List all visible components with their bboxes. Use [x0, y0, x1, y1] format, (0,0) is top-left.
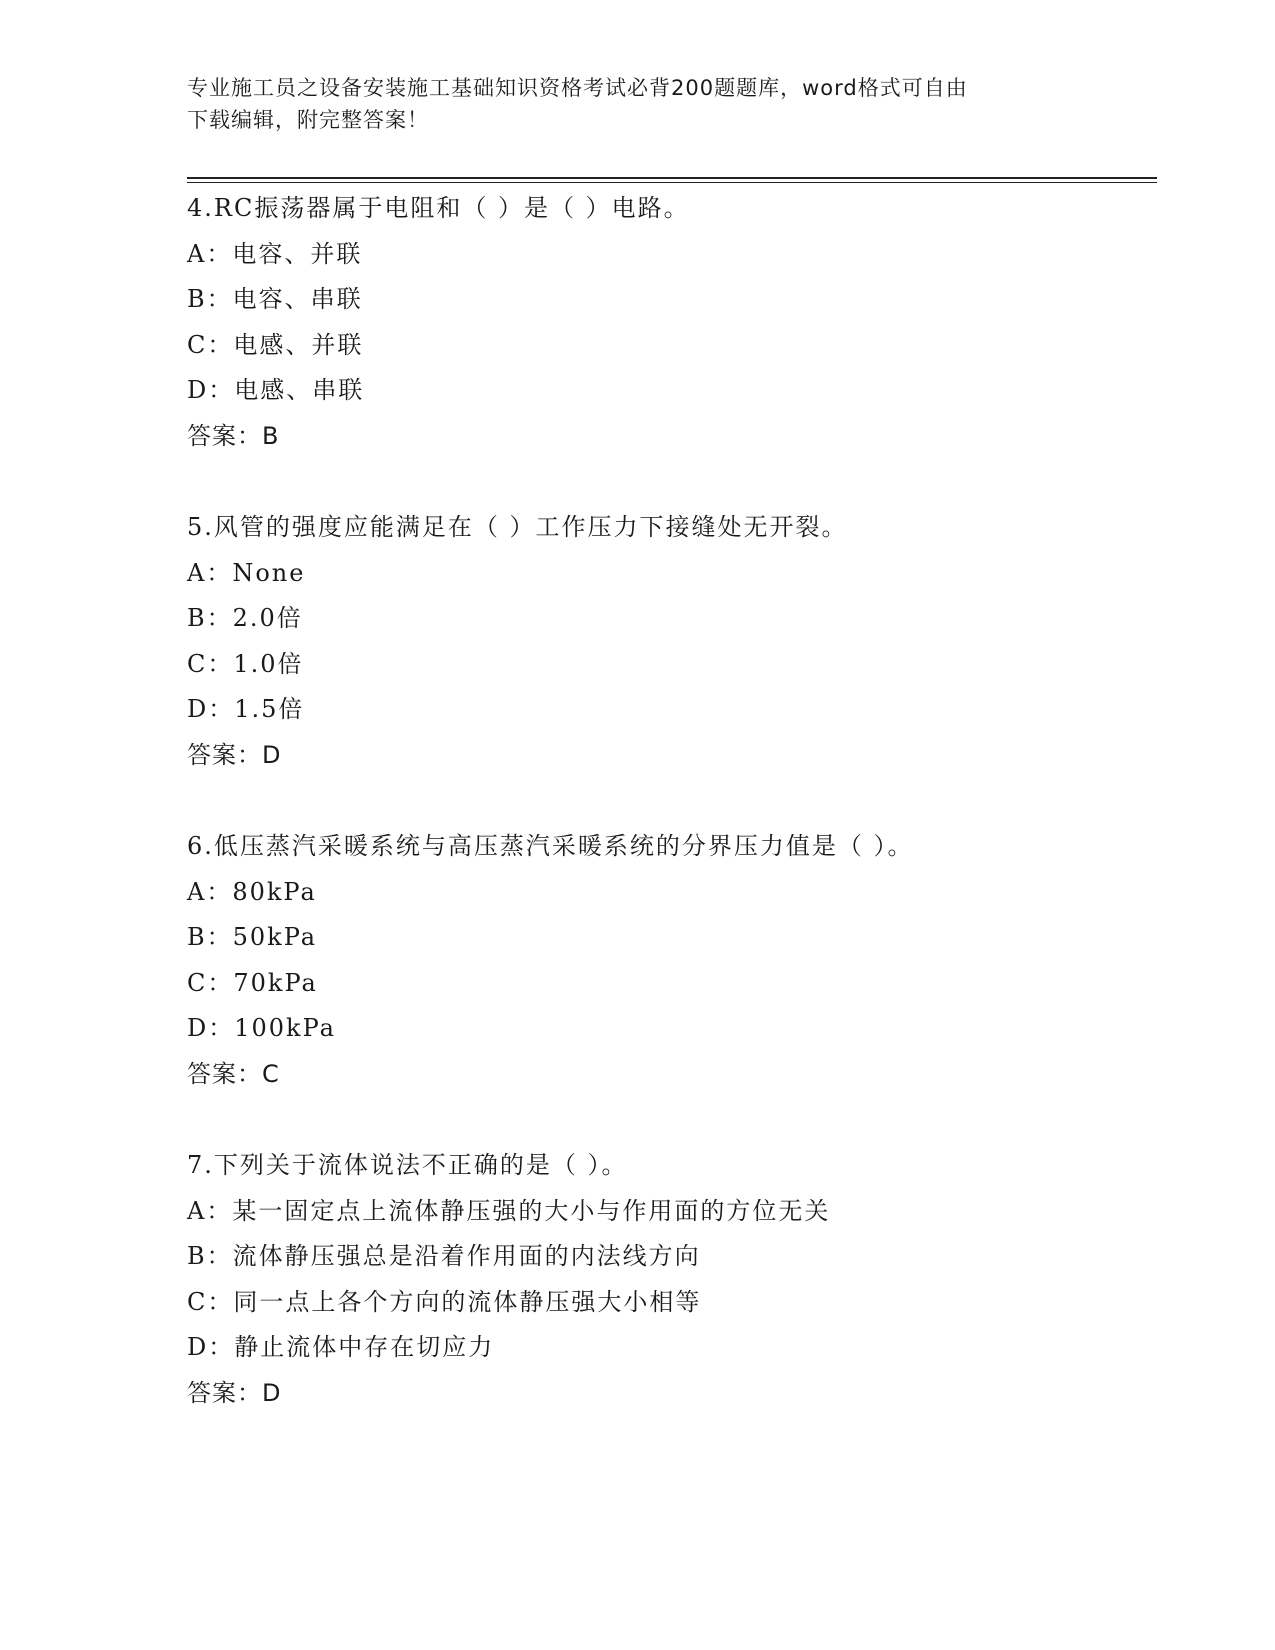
answer: 答案：B	[187, 421, 280, 450]
header-divider	[187, 177, 1157, 179]
option-d: D：100kPa	[187, 1014, 336, 1042]
answer: 答案：D	[187, 740, 282, 769]
option-c: C：电感、并联	[187, 330, 364, 359]
header-line-2: 下载编辑，附完整答案！	[187, 108, 429, 132]
option-c: C：1.0倍	[187, 649, 304, 678]
header-divider-thin	[187, 182, 1157, 183]
question-5	[187, 505, 1187, 778]
option-a: A：80kPa	[187, 877, 317, 906]
option-c: C：同一点上各个方向的流体静压强大小相等	[187, 1287, 702, 1316]
question-title: 6.低压蒸汽采暖系统与高压蒸汽采暖系统的分界压力值是（ ）。	[187, 832, 914, 860]
question-4	[187, 186, 1187, 459]
option-b: B：50kPa	[187, 923, 318, 951]
option-a: A：某一固定点上流体静压强的大小与作用面的方位无关	[187, 1196, 831, 1225]
option-d: D：电感、串联	[187, 376, 365, 404]
question-7	[187, 1143, 1187, 1416]
question-6	[187, 824, 1187, 1097]
answer: 答案：C	[187, 1059, 280, 1088]
option-c: C：70kPa	[187, 968, 318, 997]
option-a: A：None	[187, 558, 306, 587]
option-b: B：2.0倍	[187, 604, 303, 632]
question-title: 5.风管的强度应能满足在（ ）工作压力下接缝处无开裂。	[187, 513, 848, 541]
answer: 答案：D	[187, 1378, 282, 1407]
option-b: B：流体静压强总是沿着作用面的内法线方向	[187, 1242, 701, 1270]
question-title: 7.下列关于流体说法不正确的是（ ）。	[187, 1151, 628, 1179]
option-a: A：电容、并联	[187, 239, 363, 268]
document-header	[187, 72, 1067, 136]
option-d: D：1.5倍	[187, 695, 305, 723]
header-line-1: 专业施工员之设备安装施工基础知识资格考试必背200题题库，word格式可自由	[187, 76, 968, 100]
question-title: 4.RC振荡器属于电阻和（ ）是（ ）电路。	[187, 194, 690, 222]
option-d: D：静止流体中存在切应力	[187, 1333, 495, 1361]
option-b: B：电容、串联	[187, 285, 363, 313]
